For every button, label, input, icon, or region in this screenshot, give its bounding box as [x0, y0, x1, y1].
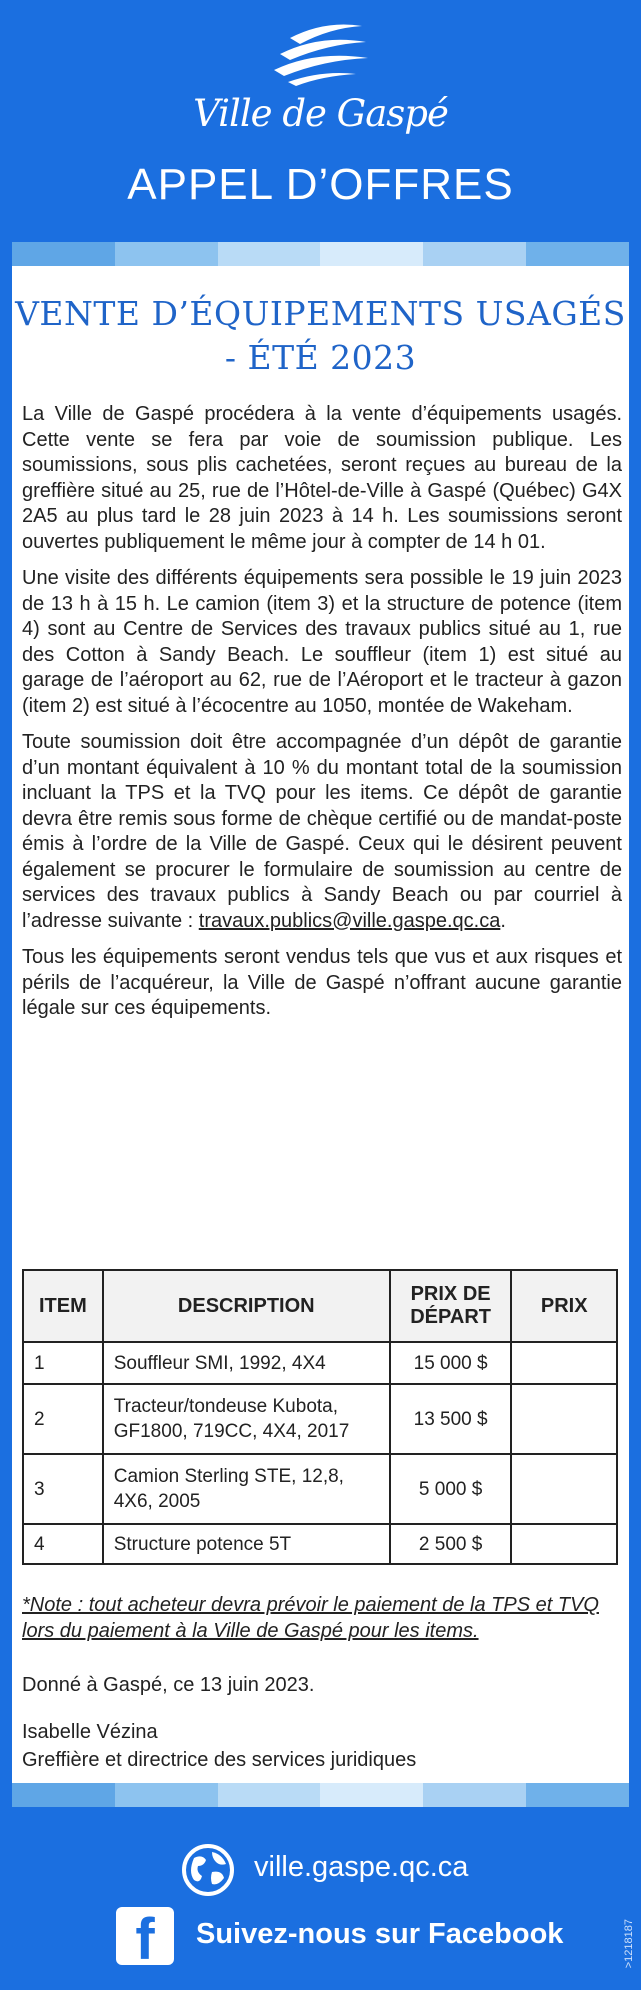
footer — [0, 1807, 641, 1990]
notice-title — [12, 292, 629, 380]
paragraph-sale: La Ville de Gaspé procédera à la vente d’équipements usagés. Cette vente se fera par voie de soumission publique. Les soumissions, sous plis cachetées, seront reçues au bureau de la greffière situé au 25, rue de l’Hôtel-de-Ville à Gaspé (Québec) G4X 2A5 au plus tard le 28 juin 2023 à 14 h. Les soumissions seront ouvertes publiquement le même jour à compter de 14 h 01. — [22, 403, 622, 553]
table-row — [23, 1524, 617, 1564]
bottom-stripe — [12, 1783, 629, 1807]
table-row — [23, 1384, 617, 1454]
item-start-price: 15 000 $ — [390, 1342, 512, 1384]
website-link[interactable]: ville.gaspe.qc.ca — [254, 1851, 469, 1883]
paragraph-conditions: Tous les équipements seront vendus tels que vus et aux risques et périls de l’acquéreur, la Ville de Gaspé n’offrant aucune garantie légale sur ces équipements. — [22, 946, 622, 1019]
paragraph-visit: Une visite des différents équipements sera possible le 19 juin 2023 de 13 h à 15 h. Le camion (item 3) et la structure de potence (item 4) sont au Centre de Services des travaux publics situé au 1, rue des Cotton à Sandy Beach. Le souffleur (item 1) est situé au garage de l’aéroport au 62, rue de l’Aéroport et le tracteur à gazon (item 2) est situé à l’écocentre au 1050, montée de Wakeham. — [22, 567, 622, 717]
facebook-icon[interactable]: f — [116, 1907, 174, 1965]
facebook-link[interactable]: Suivez-nous sur Facebook — [196, 1918, 564, 1950]
notice-body — [22, 402, 622, 1033]
item-description: Souffleur SMI, 1992, 4X4 — [103, 1342, 390, 1384]
signatory-name: Isabelle Vézina — [22, 1721, 158, 1743]
notice-title-line1: VENTE D’ÉQUIPEMENTS USAGÉS — [15, 294, 626, 333]
brand-name: Ville de Gaspé — [193, 92, 448, 135]
item-price[interactable] — [511, 1524, 617, 1564]
email-link[interactable]: travaux.publics@ville.gaspe.qc.ca — [198, 909, 501, 932]
header-price: PRIX — [511, 1270, 617, 1342]
item-price[interactable] — [511, 1384, 617, 1454]
notice-panel — [12, 242, 629, 1807]
table-row — [23, 1454, 617, 1524]
header — [0, 0, 641, 242]
header-item: ITEM — [23, 1270, 103, 1342]
page-title: APPEL D’OFFRES — [127, 160, 514, 209]
item-number: 3 — [23, 1454, 103, 1524]
item-description: Tracteur/tondeuse Kubota, GF1800, 719CC, 4X4, 2017 — [103, 1384, 390, 1454]
paragraph-deposit — [22, 730, 622, 934]
header-description: DESCRIPTION — [103, 1270, 390, 1342]
waves-logo-icon — [270, 20, 370, 86]
reference-code: >1218187 — [623, 1919, 635, 1969]
deposit-text: Toute soumission doit être accompagnée d’un dépôt de garantie d’un montant équivalent à 10 % du montant total de la soumission incluant la TPS et la TVQ pour les items. Ce dépôt de garantie devra être remis sous forme de chèque certifié ou de mandat-poste émis à l’ordre de la Ville de Gaspé. Ceux qui le désirent peuvent également se procurer le formulaire de soumission au centre de services des travaux publics à Sandy Beach ou par courriel à l’adresse suivante : — [22, 731, 622, 932]
signature-block — [22, 1718, 416, 1774]
table-row — [23, 1342, 617, 1384]
item-price[interactable] — [511, 1342, 617, 1384]
signatory-role: Greffière et directrice des services juridiques — [22, 1749, 417, 1771]
item-start-price: 2 500 $ — [390, 1524, 512, 1564]
top-stripe — [12, 242, 629, 266]
item-start-price: 5 000 $ — [390, 1454, 512, 1524]
notice-title-line2: - ÉTÉ 2023 — [224, 338, 417, 377]
date-line: Donné à Gaspé, ce 13 juin 2023. — [22, 1674, 315, 1696]
item-number: 1 — [23, 1342, 103, 1384]
item-number: 2 — [23, 1384, 103, 1454]
item-description: Camion Sterling STE, 12,8, 4X6, 2005 — [103, 1454, 390, 1524]
equipment-table — [22, 1269, 618, 1565]
item-number: 4 — [23, 1524, 103, 1564]
table-header-row — [23, 1270, 617, 1342]
item-description: Structure potence 5T — [103, 1524, 390, 1564]
header-start-price: PRIX DE DÉPART — [390, 1270, 512, 1342]
email-suffix: . — [500, 909, 506, 932]
item-price[interactable] — [511, 1454, 617, 1524]
globe-icon — [182, 1844, 234, 1896]
tax-note: *Note : tout acheteur devra prévoir le paiement de la TPS et TVQ lors du paiement à la Ville de Gaspé pour les items. — [22, 1594, 599, 1642]
item-start-price: 13 500 $ — [390, 1384, 512, 1454]
